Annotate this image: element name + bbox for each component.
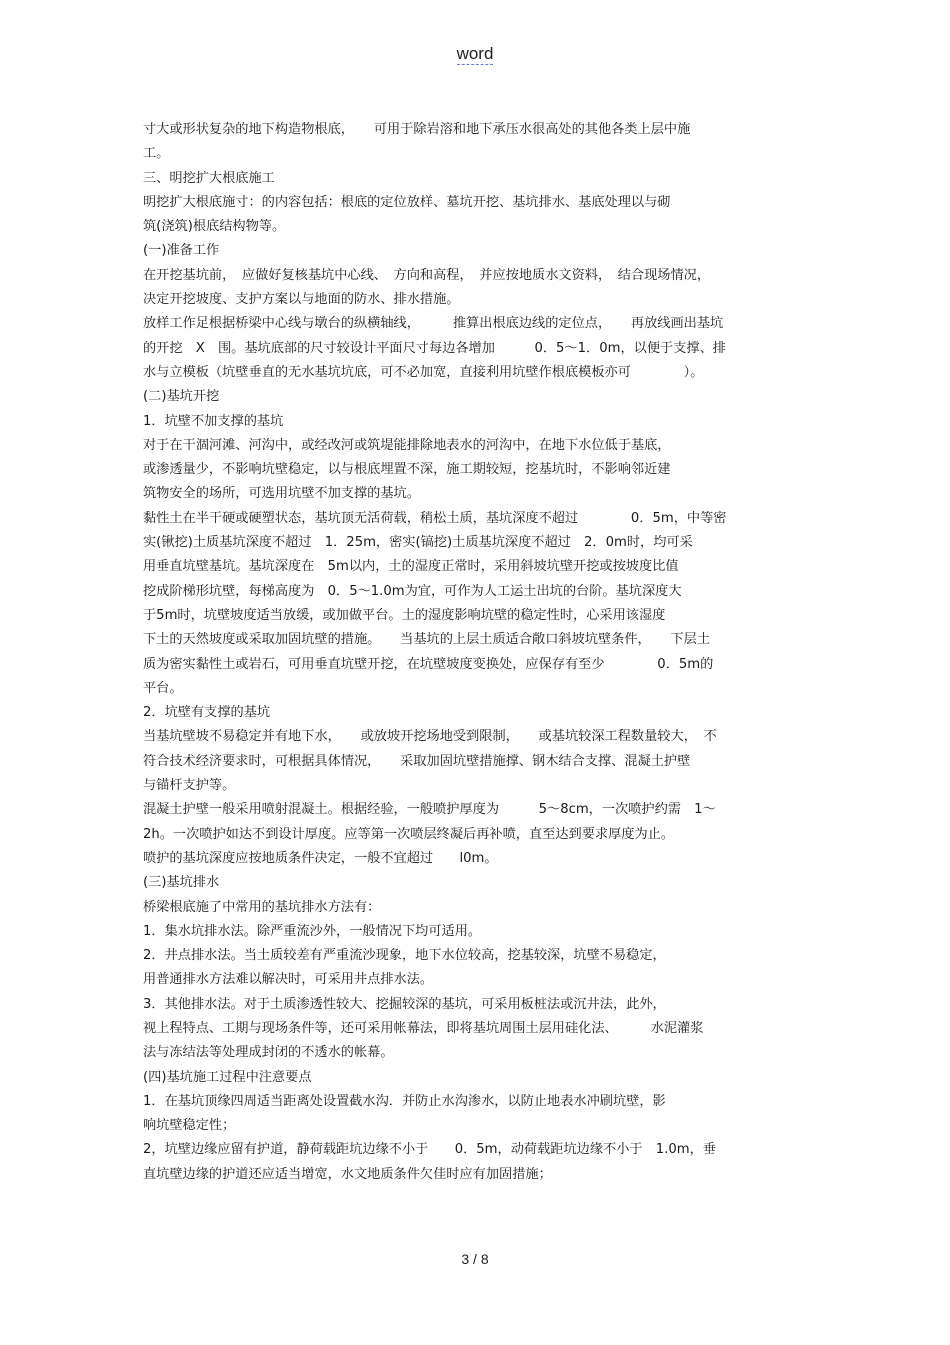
text-line: 2．坑壁有支撑的基坑 [143,705,271,721]
text-line: (一)准备工作 [143,243,220,259]
text-line: 实(锹挖)土质基坑深度不超过 1．25m，密实(镐挖)土质基坑深度不超过 2．0m时，均可采 [143,535,693,551]
text-line: 三、明挖扩大根底施工 [143,170,275,186]
text-line: 1．集水坑排水法。除严重流沙外，一般情况下均可适用。 [143,923,482,939]
text-line: 视上程特点、工期与现场条件等，还可采用帐幕法，即将基坑周围土层用硅化法、 水泥灌浆 [143,1020,704,1036]
text-line: 响坑壁稳定性； [143,1118,236,1134]
text-line: 符合技术经济要求时，可根据具体情况， 采取加固坑壁措施撑、钢木结合支撑、混凝土护壁 [143,753,691,769]
text-line: 筑(浇筑)根底结构物等。 [143,219,286,235]
text-line: 质为密实黏性土或岩石，可用垂直坑壁开挖，在坑壁坡度变换处，应保存有至少 0．5m的 [143,656,714,672]
text-line: 与锚杆支护等。 [143,778,236,794]
text-line: 1．坑壁不加支撑的基坑 [143,413,284,429]
text-line: 寸大或形状复杂的地下构造物根底， 可用于除岩溶和地下承压水很高处的其他各类上层中施 [143,122,691,137]
text-line: (三)基坑排水 [143,875,220,891]
text-line: 明挖扩大根底施寸：的内容包括：根底的定位放样、墓坑开挖、基坑排水、基底处理以与砌 [143,194,671,210]
page-header [0,44,950,64]
document-body [143,118,813,1187]
text-line: 用垂直坑壁基坑。基坑深度在 5m以内，土的湿度正常时，采用斜坡坑壁开挖或按坡度比值 [143,559,679,575]
text-line: (四)基坑施工过程中注意要点 [143,1069,312,1085]
text-line: 桥梁根底施了中常用的基坑排水方法有： [143,899,381,915]
text-line: (二)基坑开挖 [143,389,220,405]
text-line: 喷护的基坑深度应按地质条件决定，一般不宜超过 l0m。 [143,850,498,866]
text-line: 法与冻结法等处理成封闭的不透水的帐幕。 [143,1045,394,1061]
text-line: 工。 [143,146,170,162]
text-line: 平台。 [143,680,183,696]
text-line: 2．井点排水法。当土质较差有严重流沙现象，地下水位较高，挖基较深，坑壁不易稳定， [143,948,666,964]
text-line: 于5m时，坑壁坡度适当放缓，或加做平台。土的湿度影响坑壁的稳定性时，心采用该湿度 [143,607,666,623]
text-line: 挖成阶梯形坑壁，每梯高度为 0．5～1.0m为宜，可作为人工运土出坑的台阶。基坑深度大 [143,583,682,599]
text-line: 1．在基坑顶缘四周适当距离处设置截水沟．并防止水沟渗水，以防止地表水冲刷坑壁，影 [143,1093,666,1109]
text-line: 3．其他排水法。对于土质渗透性较大、挖掘较深的基坑，可采用板桩法或沉井法，此外， [143,996,666,1012]
text-line: 筑物安全的场所，可选用坑壁不加支撑的基坑。 [143,486,420,502]
text-line: 黏性土在半干硬或硬塑状态，基坑顶无活荷载，稍松土质，基坑深度不超过 0．5m，中等密 [143,510,727,526]
text-line: 放样工作足根据桥梁中心线与墩台的纵横轴线， 推算出根底边线的定位点， 再放线画出基坑 [143,316,724,332]
text-line: 在开挖基坑前， 应做好复核基坑中心线、 方向和高程， 并应按地质水文资料， 结合现场情况， [143,267,711,283]
text-line: 的开挖 X 围。基坑底部的尺寸较设计平面尺寸每边各增加 0．5～1．0m，以便于支撑、排 [143,340,726,356]
text-line: 决定开挖坡度、支护方案以与地面的防水、排水措施。 [143,292,460,308]
text-line: 水与立模板（坑壁垂直的无水基坑坑底，可不必加宽，直接利用坑壁作根底模板亦可 ）。 [143,364,704,380]
header-title: word [456,44,494,63]
text-line: 用普通排水方法难以解决时，可采用井点排水法。 [143,972,434,988]
page-number: 3 / 8 [461,1251,489,1267]
text-line: 当基坑壁坡不易稳定并有地下水， 或放坡开挖场地受到限制， 或基坑较深工程数量较大， 不 [143,729,717,745]
text-line: 对于在干涸河滩、河沟中，或经改河或筑堤能排除地表水的河沟中，在地下水位低于基底， [143,437,671,453]
text-line: 2，坑壁边缘应留有护道，静荷载距坑边缘不小于 0．5m，动荷载距坑边缘不小于 1.0m，垂 [143,1142,716,1158]
text-line: 或渗透量少，不影响坑壁稳定，以与根底埋置不深，施工期较短，挖基坑时，不影响邻近建 [143,462,671,478]
text-line: 混凝土护壁一般采用喷射混凝土。根据经验，一般喷护厚度为 5～8cm，一次喷护约需 1～ [143,802,716,818]
text-line: 直坑壁边缘的护道还应适当增宽，水文地质条件欠佳时应有加固措施； [143,1166,552,1182]
text-line: 2h。一次喷护如达不到设计厚度。应等第一次喷层终凝后再补喷，直至达到要求厚度为止。 [143,826,675,842]
text-line: 下土的天然坡度或采取加固坑壁的措施。 当基坑的上层土质适合敞口斜坡坑壁条件， 下层土 [143,632,711,648]
